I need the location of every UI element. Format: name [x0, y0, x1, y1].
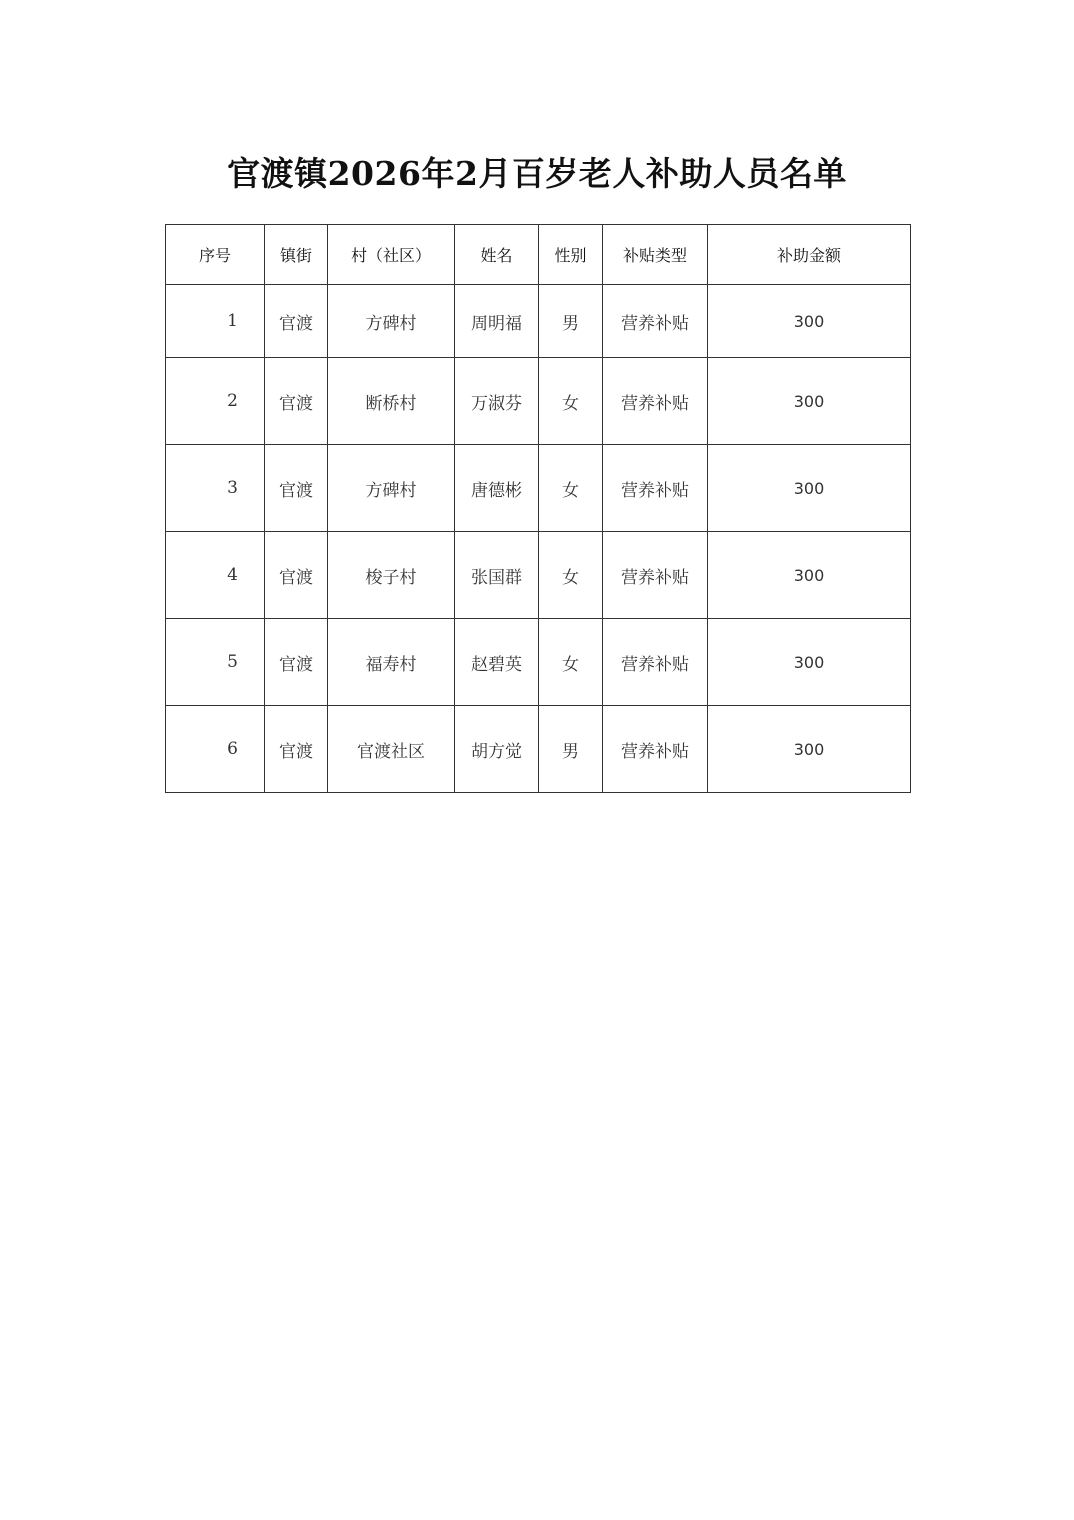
- cell-town: 官渡: [265, 445, 328, 532]
- header-village: 村（社区）: [328, 225, 455, 285]
- cell-subsidy-type: 营养补贴: [603, 445, 708, 532]
- cell-subsidy-amount: 300: [708, 358, 911, 445]
- cell-subsidy-type: 营养补贴: [603, 619, 708, 706]
- cell-name: 胡方觉: [455, 706, 539, 793]
- cell-gender: 男: [539, 706, 603, 793]
- table-row: [166, 706, 911, 793]
- cell-name: 赵碧英: [455, 619, 539, 706]
- cell-town: 官渡: [265, 358, 328, 445]
- cell-name: 周明福: [455, 285, 539, 358]
- header-town: 镇街: [265, 225, 328, 285]
- cell-town: 官渡: [265, 619, 328, 706]
- cell-index: 4: [166, 532, 265, 619]
- cell-name: 唐德彬: [455, 445, 539, 532]
- header-name: 姓名: [455, 225, 539, 285]
- cell-subsidy-amount: 300: [708, 706, 911, 793]
- header-gender: 性别: [539, 225, 603, 285]
- subsidy-roster-table: [165, 224, 911, 793]
- cell-index: 5: [166, 619, 265, 706]
- cell-gender: 女: [539, 358, 603, 445]
- header-subsidy-amount: 补助金额: [708, 225, 911, 285]
- cell-index: 3: [166, 445, 265, 532]
- cell-index: 2: [166, 358, 265, 445]
- cell-subsidy-type: 营养补贴: [603, 285, 708, 358]
- cell-gender: 女: [539, 532, 603, 619]
- cell-subsidy-type: 营养补贴: [603, 358, 708, 445]
- cell-village: 梭子村: [328, 532, 455, 619]
- table-row: [166, 532, 911, 619]
- cell-town: 官渡: [265, 532, 328, 619]
- cell-index: 1: [166, 285, 265, 358]
- page-title: 官渡镇2026年2月百岁老人补助人员名单: [227, 154, 847, 193]
- table-row: [166, 358, 911, 445]
- cell-gender: 女: [539, 619, 603, 706]
- table-row: [166, 445, 911, 532]
- cell-subsidy-type: 营养补贴: [603, 532, 708, 619]
- table-header-row: [166, 225, 911, 285]
- cell-town: 官渡: [265, 285, 328, 358]
- cell-subsidy-amount: 300: [708, 285, 911, 358]
- table-row: [166, 285, 911, 358]
- cell-subsidy-amount: 300: [708, 619, 911, 706]
- cell-subsidy-amount: 300: [708, 532, 911, 619]
- cell-gender: 男: [539, 285, 603, 358]
- cell-village: 断桥村: [328, 358, 455, 445]
- cell-village: 方碑村: [328, 445, 455, 532]
- cell-village: 方碑村: [328, 285, 455, 358]
- cell-village: 福寿村: [328, 619, 455, 706]
- cell-town: 官渡: [265, 706, 328, 793]
- cell-name: 万淑芬: [455, 358, 539, 445]
- cell-village: 官渡社区: [328, 706, 455, 793]
- cell-subsidy-amount: 300: [708, 445, 911, 532]
- cell-index: 6: [166, 706, 265, 793]
- cell-subsidy-type: 营养补贴: [603, 706, 708, 793]
- header-index: 序号: [166, 225, 265, 285]
- cell-gender: 女: [539, 445, 603, 532]
- header-subsidy-type: 补贴类型: [603, 225, 708, 285]
- cell-name: 张国群: [455, 532, 539, 619]
- table-row: [166, 619, 911, 706]
